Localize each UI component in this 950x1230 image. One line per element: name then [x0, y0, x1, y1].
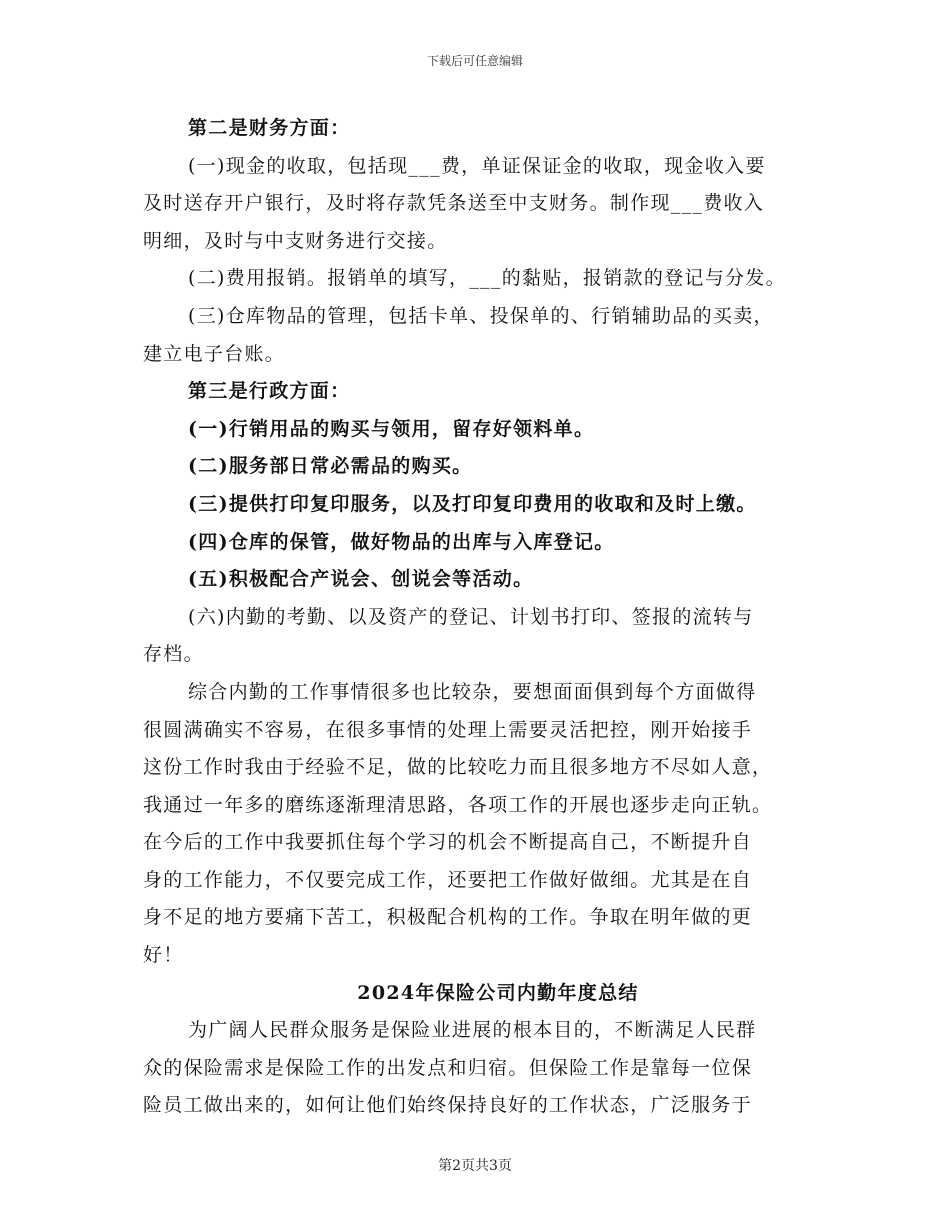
- list-item: (四)仓库的保管，做好物品的出库与入库登记。: [188, 530, 615, 553]
- paragraph-line: 综合内勤的工作事情很多也比较杂，要想面面俱到每个方面做得: [188, 680, 757, 703]
- paragraph-line: 明细，及时与中支财务进行交接。: [143, 229, 448, 252]
- document-body: [143, 110, 813, 1125]
- paragraph-line: (二)费用报销。报销单的填写，___的黏贴，报销款的登记与分发。: [188, 267, 786, 290]
- list-item: (六)内勤的考勤、以及资产的登记、计划书打印、签报的流转与: [188, 605, 754, 628]
- paragraph-line: 众的保险需求是保险工作的出发点和归宿。但保险工作是靠每一位保: [143, 1056, 753, 1079]
- paragraph-line: 建立电子台账。: [143, 342, 286, 365]
- page-footer: 第2页共3页: [438, 1158, 512, 1174]
- paragraph-line: (一)现金的收取，包括现___费，单证保证金的收取，现金收入要: [188, 154, 766, 177]
- paragraph-line: 存档。: [143, 643, 204, 666]
- list-item: (一)行销用品的购买与领用，留存好领料单。: [188, 417, 595, 440]
- list-item: (二)服务部日常必需品的购买。: [188, 455, 473, 478]
- paragraph-line: 我通过一年多的磨练逐渐理清思路，各项工作的开展也逐步走向正轨。: [143, 793, 773, 816]
- section-heading-admin: 第三是行政方面：: [188, 380, 351, 403]
- paragraph-line: 好！: [143, 944, 184, 967]
- paragraph-line: 很圆满确实不容易，在很多事情的处理上需要灵活把控，刚开始接手: [143, 718, 753, 741]
- page-header: 下载后可任意编辑: [426, 54, 523, 68]
- paragraph-line: 为广阔人民群众服务是保险业进展的根本目的，不断满足人民群: [188, 1019, 757, 1042]
- paragraph-line: 身的工作能力，不仅要完成工作，还要把工作做好做细。尤其是在自: [143, 868, 753, 891]
- paragraph-line: 身不足的地方要痛下苦工，积极配合机构的工作。争取在明年做的更: [143, 906, 753, 929]
- paragraph-line: (三)仓库物品的管理，包括卡单、投保单的、行销辅助品的买卖，: [188, 304, 774, 327]
- paragraph-line: 在今后的工作中我要抓住每个学习的机会不断提高自己，不断提升自: [143, 831, 753, 854]
- document-title: 2024年保险公司内勤年度总结: [357, 981, 639, 1004]
- list-item: (三)提供打印复印服务，以及打印复印费用的收取和及时上缴。: [188, 492, 757, 515]
- list-item: (五)积极配合产说会、创说会等活动。: [188, 568, 534, 591]
- paragraph-line: 这份工作时我由于经验不足，做的比较吃力而且很多地方不尽如人意，: [143, 756, 773, 779]
- section-heading-finance: 第二是财务方面：: [188, 117, 351, 139]
- paragraph-line: 及时送存开户银行，及时将存款凭条送至中支财务。制作现___费收入: [143, 192, 765, 215]
- paragraph-line: 险员工做出来的，如何让他们始终保持良好的工作状态，广泛服务于: [143, 1094, 753, 1117]
